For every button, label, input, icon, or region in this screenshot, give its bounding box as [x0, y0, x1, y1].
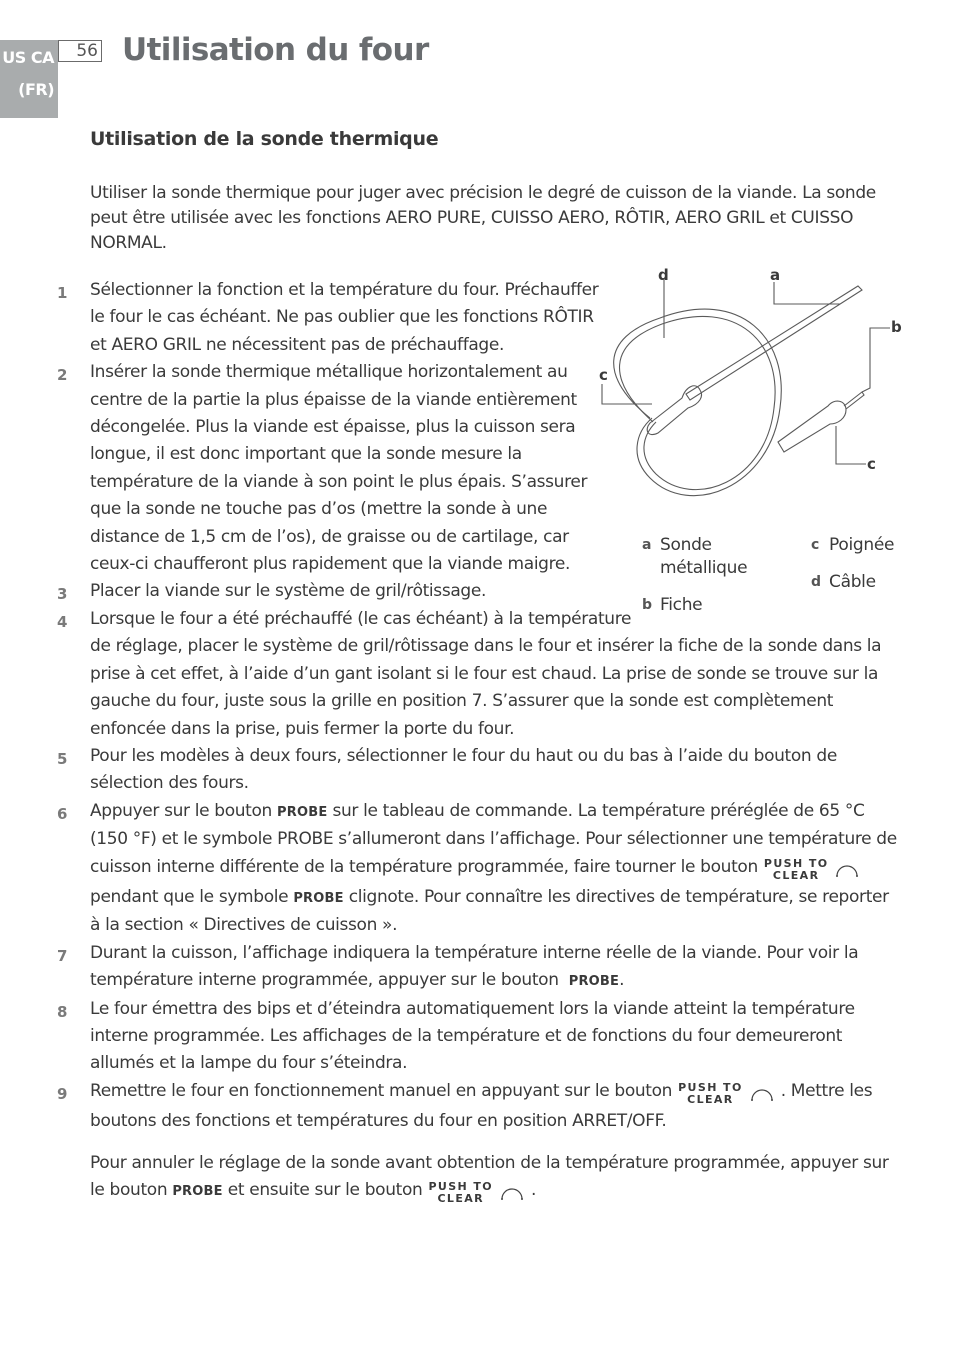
step-text-part: Remettre le four en fonctionnement manuel en appuyant sur le bouton [90, 1080, 673, 1101]
region-tab [0, 40, 58, 118]
region-line-1: US CA [2, 48, 54, 67]
step-4 [0, 606, 954, 743]
push-to-clear-knob [678, 1081, 775, 1108]
section-title: Utilisation de la sonde thermique [90, 128, 439, 150]
clear-label: CLEAR [437, 1192, 485, 1205]
step-text-part: . Mettre les boutons des fonctions et températures du four en position ARRET/OFF. [90, 1080, 873, 1132]
step-3 [0, 578, 954, 605]
callout-d: d [658, 266, 669, 284]
probe-button-label: PROBE [172, 1184, 223, 1199]
legend-label: Fiche [660, 595, 703, 615]
step-text-part: sur le tableau de commande. La température préréglée de 65 °C (150 °F) et le symbole PROBE s’allumeront dans l’affichage. Pour sélectionner une température de cuisson interne différente de la température programmée, faire tourner le bouton [90, 800, 897, 877]
push-to-label: PUSH TO [763, 856, 829, 870]
knob-icon [749, 1086, 775, 1102]
step-number: 2 [57, 366, 68, 385]
step-text: Insérer la sonde thermique métallique horizontalement au centre de la partie la plus épaisse de la viande entièrement décongelée. Plus la viande est épaisse, plus la cuisson sera longue, il est donc important que la sonde mesure la température de la viande à son point le plus épais. S’assurer que la sonde ne touche pas d’os (mettre la sonde à une distance de 1,5 cm de l’os), de graisse ou de cartilage, car ceux-ci chaufferont plus rapidement que la viande maigre. [90, 362, 588, 575]
step-text: Le four émettra des bips et d’éteindra automatiquement lors la viande atteint la température interne programmée. Les affichages de la température et de fonctions du four demeureront allumés et la lampe du four s’éteindra. [90, 998, 855, 1074]
clear-label: CLEAR [772, 868, 820, 882]
legend-letter: c [811, 537, 819, 553]
callout-b: b [891, 318, 902, 336]
legend-letter: d [811, 574, 821, 590]
step-text [90, 940, 898, 996]
step-number: 6 [57, 804, 68, 823]
probe-symbol-label: PROBE [293, 890, 344, 906]
push-to-label: PUSH TO [428, 1180, 494, 1193]
step-8 [0, 996, 954, 1078]
final-text-part: . [531, 1180, 537, 1200]
callout-c-right: c [867, 455, 876, 473]
step-number: 8 [57, 1002, 68, 1021]
step-text: Pour les modèles à deux fours, sélectionner le four du haut ou du bas à l’aide du bouton de sélection des fours. [90, 745, 837, 794]
push-to-clear-knob [428, 1180, 525, 1207]
clear-label: CLEAR [687, 1092, 734, 1106]
step-5 [0, 743, 954, 798]
step-text-part: Appuyer sur le bouton [90, 800, 272, 821]
knob-icon [499, 1185, 525, 1201]
step-number: 5 [57, 749, 68, 768]
step-text-part: pendant que le symbole [90, 886, 289, 907]
step-number: 4 [57, 612, 68, 631]
push-to-clear-knob [764, 857, 861, 884]
step-text: de réglage, placer le système de gril/rôtissage dans le four et insérer la fiche de la sonde dans la prise à cet effet, à l’aide d’un gant isolant si le four est chaud. La prise de sonde se trouve sur la gauche du four, juste sous la grille en position 7. S’assurer que la sonde est complètement enfoncée dans la prise, puis fermer la porte du four. [90, 636, 882, 739]
region-line-2: (FR) [18, 80, 54, 99]
step-number: 3 [57, 585, 68, 604]
steps-list [0, 277, 954, 1136]
probe-button-label: PROBE [277, 804, 328, 820]
step-text-part: Durant la cuisson, l’affichage indiquera la température interne réelle de la viande. Pour voir la température interne programmée, appuyer sur le bouton [90, 942, 859, 991]
final-text-part: et ensuite sur le bouton [227, 1180, 423, 1200]
step-text [90, 1078, 898, 1136]
final-text-part: Pour annuler le réglage de la sonde avant obtention de la température programmée, appuyer sur le bouton [90, 1153, 889, 1200]
legend-letter: a [642, 537, 652, 553]
step-text-part: . [619, 970, 625, 991]
step-number: 1 [57, 284, 68, 302]
intro-paragraph: Utiliser la sonde thermique pour juger avec précision le degré de cuisson de la viande. La sonde peut être utilisée avec les fonctions AERO PURE, CUISSO AERO, RÔTIR, AERO GRIL et CUISSO NORMAL. [90, 183, 876, 253]
step-7 [0, 940, 954, 996]
step-text [90, 798, 898, 940]
step-text: Sélectionner la fonction et la température du four. Préchauffer le four le cas échéant. Ne pas oublier que les fonctions RÔTIR et AERO GRIL ne nécessitent pas de préchauffage. [90, 280, 599, 355]
step-text-part: clignote. Pour connaître les directives de température, se reporter à la section « Directives de cuisson ». [90, 886, 889, 936]
legend-letter: b [642, 597, 652, 613]
step-text-first-line: Lorsque le four a été préchauffé (le cas échéant) à la température [90, 608, 632, 629]
legend-label: Câble [829, 572, 876, 592]
step-6 [0, 798, 954, 940]
push-to-label: PUSH TO [678, 1080, 743, 1094]
knob-icon [834, 862, 860, 878]
final-paragraph [90, 1150, 902, 1207]
step-2 [0, 359, 954, 578]
callout-a: a [770, 266, 781, 284]
step-text: Placer la viande sur le système de gril/rôtissage. [90, 581, 486, 602]
legend-label: Poignée [829, 535, 895, 555]
legend-label: Sonde métallique [660, 535, 748, 578]
probe-button-label: PROBE [568, 974, 620, 990]
page-number: 56 [58, 40, 102, 62]
step-1 [0, 277, 954, 359]
step-9 [0, 1078, 954, 1136]
step-number: 9 [57, 1084, 68, 1103]
step-number: 7 [57, 946, 68, 965]
page-title: Utilisation du four [122, 32, 429, 68]
callout-c-left: c [599, 366, 608, 384]
